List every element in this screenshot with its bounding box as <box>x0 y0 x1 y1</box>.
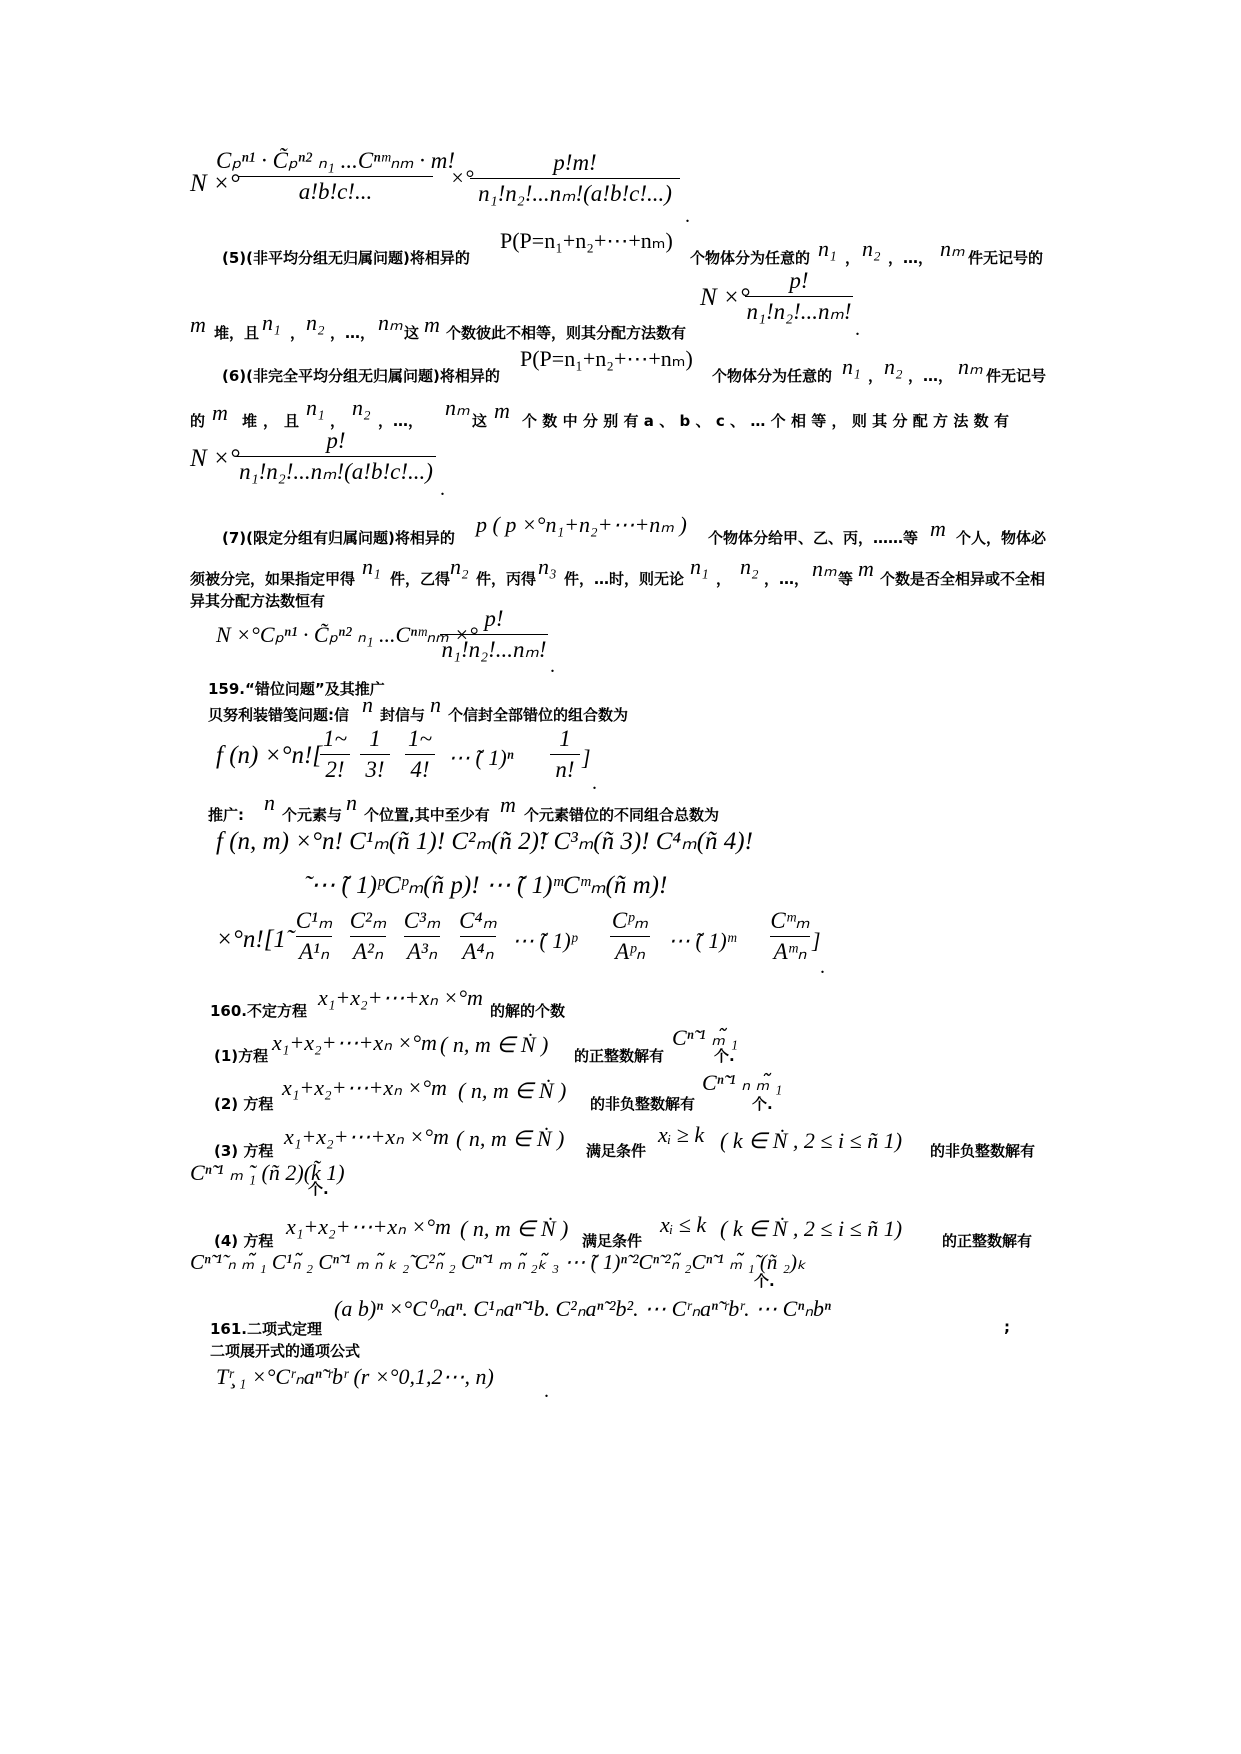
frac-num: 1 <box>559 726 571 751</box>
s6-line2b: 堆，且 <box>242 412 306 430</box>
s160-i3b: 满足条件 <box>586 1142 647 1160</box>
s5-line2b: 这 <box>404 324 420 342</box>
s159-row3-frac-3 <box>404 908 440 965</box>
s160-eq-3: x₁+x₂+⋯+xₙ ×°m <box>284 1124 449 1149</box>
s6-n2-b: n₂ <box>352 395 371 420</box>
s7-fraction <box>440 606 548 663</box>
frac-num: C¹ₘ <box>295 908 333 933</box>
s159-frac-3 <box>405 726 435 783</box>
s5-num: p! <box>789 268 809 293</box>
s161-T: Tʳ̧ ₁ ×°Cʳₙaⁿ̃ ʳbʳ (r ×°0,1,2⋯, n) <box>216 1364 494 1389</box>
s160-cond-4: ( n, m ∈ Ṅ ) <box>460 1216 569 1241</box>
s160-eq-1: x₁+x₂+⋯+xₙ ×°m <box>272 1030 437 1055</box>
fraction-bar <box>320 754 350 755</box>
s5-n1-b: n₁ <box>262 310 281 335</box>
s159-row2: ̃ ⋯ ̃( 1)ᵖCᵖₘ(ñ p)! ⋯ ̃( 1)ᵐCᵐₘ(ñ m)! <box>304 872 668 899</box>
s5-N: N ×° <box>700 284 750 311</box>
p1-num2: p!m! <box>553 150 597 175</box>
s161-semi: ; <box>1004 1318 1010 1336</box>
s6-dots-b: ，…， <box>378 412 424 430</box>
s7-line2: 须被分完，如果指定甲得 <box>190 570 356 588</box>
s6-line2c: 这 <box>472 412 488 430</box>
s5-fraction <box>745 268 853 325</box>
s159-end-1: . <box>592 772 597 794</box>
s7-n1: n₁ <box>362 554 381 579</box>
s159-row3-frac-6 <box>770 908 810 965</box>
s160-cond-1: ( n, m ∈ Ṅ ) <box>440 1032 549 1057</box>
s160-title: 160.不定方程 <box>210 1002 308 1020</box>
s6-n1-b: n₁ <box>306 395 325 420</box>
frac-den: 2! <box>325 757 345 782</box>
s7-b: 件，丙得 <box>476 570 537 588</box>
s5-line2c: 个数彼此不相等，则其分配方法数有 <box>446 324 687 342</box>
s7-den: n₁!n₂!...nₘ! <box>441 637 547 662</box>
s159-row3-close: ] <box>812 928 821 953</box>
frac-num: C³ₘ <box>403 908 441 933</box>
p1-end: . <box>685 205 690 227</box>
s159-m: m <box>500 792 516 817</box>
s159-line1c: 个信封全部错位的组合数为 <box>448 706 629 724</box>
s159-gen-d: 个元素错位的不同组合总数为 <box>524 806 720 824</box>
s159-end-2: . <box>820 956 825 978</box>
s7-mid: 个物体分给甲、乙、丙，……等 <box>708 529 919 547</box>
s5-mid: 个物体分为任意的 <box>690 249 811 267</box>
p1-fraction-1 <box>216 148 456 205</box>
s7-n2: n₂ <box>450 554 469 579</box>
frac-den: Aᵖₙ <box>615 939 645 964</box>
frac-den: A²ₙ <box>352 939 384 964</box>
p1-fraction-2 <box>470 150 680 207</box>
s159-line1a: 贝努利装错笺问题:信 <box>208 706 349 724</box>
s160-i4b: 满足条件 <box>582 1232 643 1250</box>
s7-dots: ，…， <box>764 570 810 588</box>
s160-eq: x₁+x₂+⋯+xₙ ×°m <box>318 985 483 1010</box>
s6-end: . <box>440 478 445 500</box>
s5-n2-b: n₂ <box>306 310 325 335</box>
s6-m-b: m <box>494 398 510 423</box>
s5-nm-b: nₘ <box>378 310 403 335</box>
s159-n-b: n <box>430 692 441 717</box>
s6-P: P(P=n₁+n₂+⋯+nₘ) <box>520 346 693 371</box>
s160-i2c: Cⁿ̃ ¹ ₙ ₘ̃ ₁ <box>702 1070 783 1095</box>
frac-num: 1 <box>369 726 381 751</box>
frac-num: Cᵖₘ <box>611 908 649 933</box>
fraction-bar <box>550 754 580 755</box>
s7-m-b: m <box>858 556 874 581</box>
frac-den: 4! <box>410 757 430 782</box>
s161-sub: 二项展开式的通项公式 <box>210 1342 361 1360</box>
s6-den: n₁!n₂!...nₘ!(a!b!c!...) <box>239 459 433 484</box>
frac-num: Cᵐₘ <box>770 908 810 933</box>
s159-row3-frac-5 <box>610 908 650 965</box>
s6-line2d: 个数中分别有a、b、c、…个相等，则其分配方法数有 <box>522 412 1015 430</box>
s7-a: 件，乙得 <box>390 570 451 588</box>
s160-i1c: Cⁿ̃ ¹ ₘ̃ ₁ <box>672 1025 739 1050</box>
s6-N: N ×° <box>190 445 240 472</box>
s159-close: ] <box>582 745 591 770</box>
s7-e: 个数是否全相异或不全相 <box>880 570 1046 588</box>
s159-n: n <box>362 692 373 717</box>
p1-N: N ×° <box>190 170 240 197</box>
fraction-bar <box>470 178 680 179</box>
s159-row3a: ×°n![1̃ <box>216 926 286 953</box>
s159-row3-mid1: ⋯ ̃( 1)ᵖ <box>512 928 577 953</box>
p1-eq: ×° <box>450 165 474 190</box>
s160-i4e: 的正整数解有 <box>942 1232 1033 1250</box>
frac-den: Aᵐₙ <box>773 939 807 964</box>
s7-line3: 异其分配方法数恒有 <box>190 592 326 610</box>
s6-dots: ，…， <box>908 367 954 385</box>
s5-tail: 件无记号的 <box>968 249 1044 267</box>
fraction-bar <box>236 456 436 457</box>
s7-n2-b: n₂ <box>740 554 759 579</box>
s6-nm-b: nₘ <box>445 395 470 420</box>
s7-expr: p ( p ×°n₁+n₂+⋯+nₘ ) <box>476 512 687 537</box>
p1-den2: n₁!n₂!...nₘ!(a!b!c!...) <box>478 181 672 206</box>
s5-m: m <box>190 312 206 337</box>
s6-m: m <box>212 400 228 425</box>
s159-mid: ⋯ ̃( 1)ⁿ <box>448 745 514 770</box>
s159-line1b: 封信与 <box>380 706 426 724</box>
fraction-bar <box>350 936 386 937</box>
s160-ge-1: 个. <box>714 1047 735 1065</box>
frac-num: C²ₘ <box>349 908 387 933</box>
frac-num: C⁴ₘ <box>459 908 497 933</box>
s7-c: 件，…时，则无论 <box>564 570 685 588</box>
s160-ge-2: 个. <box>752 1095 773 1113</box>
p1-num1: Cₚⁿ¹ · C̃ₚⁿ² ₙ₁ ...Cⁿᵐₙₘ · m! <box>216 148 456 173</box>
fraction-bar <box>610 936 650 937</box>
s160-i3d: ( k ∈ Ṅ , 2 ≤ i ≤ ñ 1) <box>720 1128 903 1153</box>
fraction-bar <box>440 634 548 635</box>
s159-frac-4 <box>550 726 580 783</box>
fraction-bar <box>745 296 853 297</box>
s160-i3a: (3) 方程 <box>214 1142 274 1160</box>
s7-nm: nₘ <box>812 556 837 581</box>
s159-title: 159.“错位问题”及其推广 <box>208 680 385 698</box>
frac-den: n! <box>555 757 575 782</box>
fraction-bar <box>296 936 332 937</box>
fraction-bar <box>238 176 433 177</box>
s159-row3-frac-2 <box>350 908 386 965</box>
s160-title-tail: 的解的个数 <box>490 1002 566 1020</box>
s6-line2a: 的 <box>190 412 206 430</box>
p1-den1: a!b!c!... <box>298 179 373 204</box>
frac-num: 1~ <box>323 726 347 751</box>
s6-label: (6)(非完全平均分组无归属问题)将相异的 <box>222 367 500 385</box>
s160-i1a: (1)方程 <box>214 1047 269 1065</box>
s6-mid: 个物体分为任意的 <box>712 367 833 385</box>
s161-title: 161.二项式定理 <box>210 1320 323 1338</box>
fraction-bar <box>405 754 435 755</box>
s6-fraction <box>236 428 436 485</box>
s160-i3e: 的非负整数解有 <box>930 1142 1036 1160</box>
s6-n2: n₂ <box>884 354 903 379</box>
s160-i4f: Cⁿ̃ ¹̃ ₙ ₘ̃ ₁ C¹ₙ̃ ₂ Cⁿ̃ ¹ ₘ ₙ̃ ₖ ₂̃ C²ₙ̃ ₂ Cⁿ̃ ¹ ₘ ₙ̃ ₂ₖ̃ ₃ ⋯ ̃( 1)ⁿ̃ ²Cⁿ̃ ²ₙ̃ ₂Cⁿ̃ ¹ ₘ̃ ₁̃ (ñ ₂)ₖ <box>190 1250 806 1274</box>
s6-nm: nₘ <box>958 354 983 379</box>
s160-i3f: Cⁿ̃ ¹ ₘ ̃₁ (ñ 2)(k̃ 1) <box>190 1160 345 1185</box>
s5-label: (5)(非平均分组无归属问题)将相异的 <box>222 249 470 267</box>
s159-row1: f (n, m) ×°n! C¹ₘ(ñ 1)! C²ₘ(ñ 2)̃! C³ₘ(ñ 3)! C⁴ₘ(ñ 4)! <box>216 828 753 855</box>
frac-den: A³ₙ <box>406 939 438 964</box>
s160-eq-2: x₁+x₂+⋯+xₙ ×°m <box>282 1075 447 1100</box>
s7-formula: N ×°Cₚⁿ¹ · C̃ₚⁿ² ₙ₁ ...Cⁿᵐₙₘ ×° <box>216 622 478 647</box>
s7-n3: n₃ <box>538 554 557 579</box>
s160-i1b: 的正整数解有 <box>574 1047 665 1065</box>
s160-i4a: (4) 方程 <box>214 1232 274 1250</box>
s159-gen-a: 推广: <box>208 806 244 824</box>
s160-i3c: xᵢ ≥ k <box>658 1122 705 1147</box>
fraction-bar <box>404 936 440 937</box>
frac-den: A⁴ₙ <box>462 939 494 964</box>
s7-tail: 个人，物体必 <box>956 529 1047 547</box>
s5-den: n₁!n₂!...nₘ! <box>746 299 852 324</box>
s159-n-d: n <box>346 790 357 815</box>
s7-n1-b: n₁ <box>690 554 709 579</box>
frac-den: A¹ₙ <box>298 939 330 964</box>
s160-i2a: (2) 方程 <box>214 1095 274 1113</box>
s5-P: P(P=n₁+n₂+⋯+nₘ) <box>500 228 673 253</box>
s5-dots: ，…， <box>888 249 934 267</box>
s160-ge-3: 个. <box>308 1180 329 1198</box>
s160-eq-4: x₁+x₂+⋯+xₙ ×°m <box>286 1214 451 1239</box>
s5-m-b: m <box>424 312 440 337</box>
s159-row3-frac-4 <box>460 908 496 965</box>
s161-end: . <box>544 1380 549 1402</box>
fraction-bar <box>770 936 810 937</box>
s160-i2b: 的非负整数解有 <box>590 1095 696 1113</box>
s160-i4c: xᵢ ≤ k <box>660 1212 707 1237</box>
s159-row3-mid2: ⋯ ̃( 1)ᵐ <box>668 928 736 953</box>
s159-gen-c: 个位置,其中至少有 <box>364 806 490 824</box>
s6-tail: 件无记号 <box>986 367 1047 385</box>
s5-line2a: 堆，且 <box>214 324 260 342</box>
s159-frac-2 <box>360 726 390 783</box>
s6-num: p! <box>326 428 346 453</box>
s159-frac-1 <box>320 726 350 783</box>
frac-num: 1~ <box>408 726 432 751</box>
s159-f: f (n) ×°n![ <box>216 742 323 769</box>
fraction-bar <box>460 936 496 937</box>
s7-d: 等 <box>838 570 854 588</box>
s5-nm: nₘ <box>940 236 965 261</box>
s7-m: m <box>930 516 946 541</box>
s5-n1: n₁ <box>818 236 837 261</box>
s160-cond-2: ( n, m ∈ Ṅ ) <box>458 1078 567 1103</box>
s5-dots-b: ，…， <box>330 324 376 342</box>
s7-end: . <box>550 655 555 677</box>
s160-i4d: ( k ∈ Ṅ , 2 ≤ i ≤ ñ 1) <box>720 1216 903 1241</box>
s159-gen-b: 个元素与 <box>282 806 343 824</box>
fraction-bar <box>360 754 390 755</box>
s159-n-c: n <box>264 790 275 815</box>
s161-formula: (a b)ⁿ ×°C⁰ₙaⁿ. C¹ₙaⁿ̃ ¹b. C²ₙaⁿ̃ ²b². ⋯ Cʳₙaⁿ̃ ʳbʳ. ⋯ Cⁿₙbⁿ <box>334 1296 831 1321</box>
s7-label: (7)(限定分组有归属问题)将相异的 <box>222 529 455 547</box>
s160-cond-3: ( n, m ∈ Ṅ ) <box>456 1126 565 1151</box>
frac-den: 3! <box>365 757 385 782</box>
s5-n2: n₂ <box>862 236 881 261</box>
s159-row3-frac-1 <box>296 908 332 965</box>
s7-num: p! <box>484 606 504 631</box>
s6-n1: n₁ <box>842 354 861 379</box>
s160-ge-4: 个. <box>754 1272 775 1290</box>
